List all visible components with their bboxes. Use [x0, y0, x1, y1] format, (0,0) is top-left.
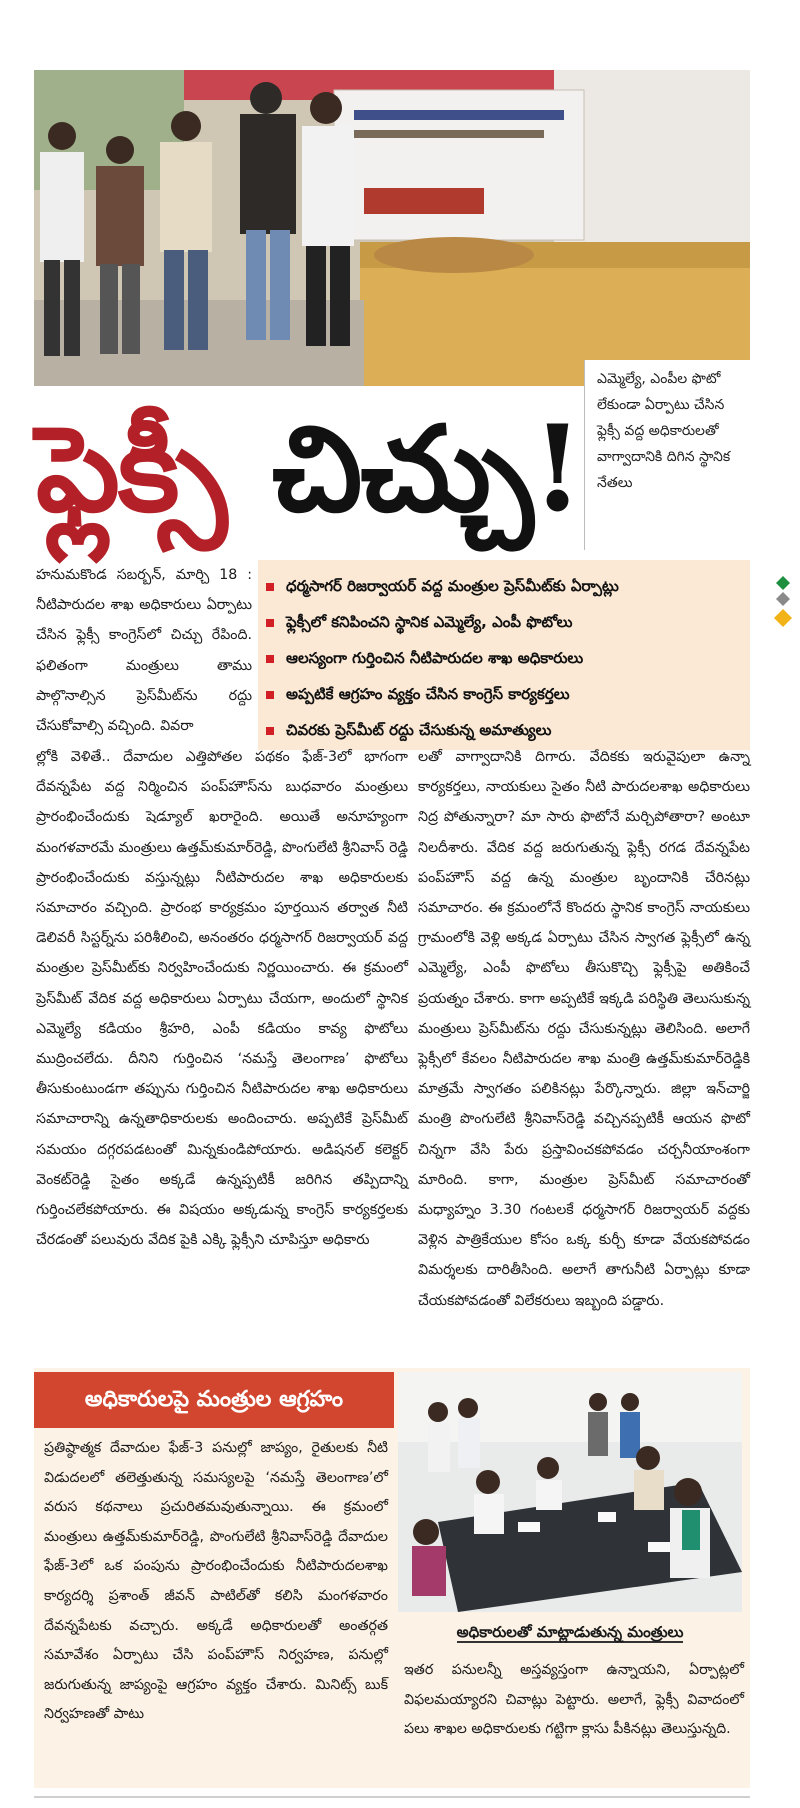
- article-column-left: ల్లోకి వెళితే.. దేవాదుల ఎత్తిపోతల పథకం ఫేజ్-3లో భాగంగా దేవన్నపేట వద్ద నిర్మించిన పంప్‌హౌస్‌ను బుధవారం మంత్రులు ప్రారంభించేందుకు షెడ్యూల్ ఖరారైంది. అయితే అనూహ్యంగా మంగళవారమే మంత్రులు ఉత్తమ్‌కుమార్‌రెడ్డి, పొంగులేటి శ్రీనివాస్ రెడ్డి ప్రారంభించేందుకు వస్తున్నట్లు నీటిపారుదల శాఖ అధికారులకు సమాచారం వచ్చింది. ప్రారంభ కార్యక్రమం పూర్తయిన తర్వాత నీటి డెలివరీ సిస్టర్న్‌ను పరిశీలించి, అనంతరం ధర్మసాగర్ రిజర్వాయర్ వద్ద మంత్రుల ప్రెస్‌మీట్‌కు నిర్వహించేందుకు నిర్ణయించారు. ఈ క్రమంలో ప్రెస్‌మీట్ వేదిక వద్ద అధికారులు ఏర్పాటు చేయగా, అందులో స్థానిక ఎమ్మెల్యే కడియం శ్రీహరి, ఎంపీ కడియం కావ్య ఫొటోలు ముద్రించలేదు. దీనిని గుర్తించిన ‘నమస్తే తెలంగాణ’ ఫొటోలు తీసుకుంటుండగా తప్పును గుర్తించిన నీటిపారుదల శాఖ అధికారులు సమాచారాన్ని ఉన్నతాధికారులకు అందించారు. అప్పటికే ప్రెస్‌మీట్ సమయం దగ్గరపడటంతో మిన్నకుండిపోయారు. అడిషనల్ కలెక్టర్ వెంకట్‌రెడ్డి సైతం అక్కడే ఉన్నప్పటికీ జరిగిన తప్పిదాన్ని గుర్తించలేకపోయారు. ఈ విషయం అక్కడున్న కాంగ్రెస్ కార్యకర్తలకు చేరడంతో పలువురు వేదిక పైకి ఎక్కి ఫ్లెక్సీని చూపిస్తూ అధికారు: [36, 749, 408, 1249]
- photo-caption: ఎమ్మెల్యే, ఎంపీల ఫొటో లేకుండా ఏర్పాటు చేసిన ఫ్లెక్సీ వద్ద అధికారులతో వాగ్వాదానికి దిగిన స్థానిక నేతలు: [597, 371, 731, 491]
- highlight-item: [266, 568, 750, 604]
- meeting-photo-illustration: [398, 1372, 742, 1612]
- highlight-text: అప్పటికే ఆగ్రహం వ్యక్తం చేసిన కాంగ్రెస్ కార్యకర్తలు: [286, 685, 570, 703]
- lead-photo-illustration: [34, 70, 750, 386]
- bullet-icon: [266, 655, 274, 663]
- sidebar-heading: అధికారులపై మంత్రుల ఆగ్రహం: [34, 1372, 394, 1428]
- sidebar-text-right: ఇతర పనులన్నీ అస్తవ్యస్తంగా ఉన్నాయని, ఏర్పాట్లలో విఫలమయ్యారని చివాట్లు పెట్టారు. అలాగే, ఫ్లెక్సీ వివాదంలో పలు శాఖల అధికారులకు గట్టిగా క్లాసు పీకినట్లు తెలుస్తున్నది.: [404, 1662, 744, 1738]
- photo-caption-box: [584, 360, 751, 550]
- side-decoration: [770, 576, 796, 632]
- article-column-right: లతో వాగ్వాదానికి దిగారు. వేదికకు ఇరువైపులా ఉన్నా కార్యకర్తలు, నాయకులు సైతం నీటి పారుదలశాఖ అధికారులు నిద్ర పోతున్నారా? మా సారు ఫొటోనే మర్చిపోతారా? అంటూ నిలదీశారు. వేదిక వద్ద జరుగుతున్న ఫ్లెక్సీ రగడ దేవన్నపేట పంప్‌హౌస్ వద్ద ఉన్న మంత్రుల బృందానికి చేరినట్లు సమాచారం. ఈ క్రమంలోనే కొందరు స్థానిక కాంగ్రెస్ నాయకులు గ్రామంలోకి వెళ్లి అక్కడ ఏర్పాటు చేసిన స్వాగత ఫ్లెక్సీలో ఉన్న ఎమ్మెల్యే, ఎంపీ ఫొటోలు తీసుకొచ్చి ఫ్లెక్సీపై అతికించే ప్రయత్నం చేశారు. కాగా అప్పటికే ఇక్కడి పరిస్థితి తెలుసుకున్న మంత్రులు ప్రెస్‌మీట్‌ను రద్దు చేసుకున్నట్లు తెలిసింది. అలాగే ఫ్లెక్సీలో కేవలం నీటిపారుదల శాఖ మంత్రి ఉత్తమ్‌కుమార్‌రెడ్డికి మాత్రమే స్వాగతం పలికినట్లు పేర్కొన్నారు. జిల్లా ఇన్‌చార్జి మంత్రి పొంగులేటి శ్రీనివాస్‌రెడ్డి వచ్చినప్పటికీ ఆయన ఫొటో చిన్నగా వేసి పేరు ప్రస్తావించకపోవడం చర్చనీయాంశంగా మారింది. కాగా, మంత్రుల ప్రెస్‌మీట్ సమాచారంతో మధ్యాహ్నం 3.30 గంటలకే ధర్మసాగర్ రిజర్వాయర్ వద్దకు వెళ్లిన పాత్రికేయుల కోసం ఒక్క కుర్చీ కూడా వేయకపోవడం విమర్శలకు దారితీసింది. అలాగే తాగునీటి ఏర్పాట్లు కూడా చేయకపోవడంతో విలేకరులు ఇబ్బంది పడ్డారు.: [418, 749, 750, 1309]
- meeting-photo: [398, 1372, 742, 1612]
- highlight-item: [266, 604, 750, 640]
- highlight-item: [266, 640, 750, 676]
- headline-word-1: ఫ్లెక్సీ: [36, 399, 226, 538]
- highlights-box: [258, 560, 750, 750]
- bottom-divider: [34, 1796, 750, 1798]
- meeting-photo-caption: [398, 1612, 742, 1652]
- headline: [36, 384, 584, 564]
- meeting-photo-caption-text: అధికారులతో మాట్లాడుతున్న మంత్రులు: [456, 1623, 684, 1641]
- sidebar-text-left: ప్రతిష్ఠాత్మక దేవాదుల ఫేజ్-3 పనుల్లో జాప్యం, రైతులకు నీటి విడుదలలో తలెత్తుతున్న సమస్యలపై ‘నమస్తే తెలంగాణ’లో వరుస కథనాలు ప్రచురితమవుతున్నాయి. ఈ క్రమంలో మంత్రులు ఉత్తమ్‌కుమార్‌రెడ్డి, పొంగులేటి శ్రీనివాస్‌రెడ్డి దేవాదుల ఫేజ్-3లో ఒక పంపును ప్రారంభించేందుకు నీటిపారుదలశాఖ కార్యదర్శి ప్రశాంత్ జీవన్ పాటిల్‌తో కలిసి మంగళవారం దేవన్నపేటకు వచ్చారు. అక్కడే అధికారులతో అంతర్గత సమావేశం ఏర్పాటు చేసి పంప్‌హౌస్ నిర్వహణ, పనుల్లో జరుగుతున్న జాప్యంపై ఆగ్రహం వ్యక్తం చేశారు. మినిట్స్ బుక్ నిర్వహణతో పాటు: [44, 1440, 389, 1723]
- diamond-icon: [770, 576, 796, 632]
- highlight-text: ఫ్లెక్సీలో కనిపించని స్థానిక ఎమ్మెల్యే, ఎంపీ ఫొటోలు: [286, 613, 573, 631]
- article-intro: హనుమకొండ సబర్బన్, మార్చి 18 : నీటిపారుదల శాఖ అధికారులు ఏర్పాటు చేసిన ఫ్లెక్సీ కాంగ్రెస్‌లో చిచ్చు రేపింది. ఫలితంగా మంత్రులు తాము పాల్గొనాల్సిన ప్రెస్‌మీట్‌ను రద్దు చేసుకోవాల్సి వచ్చింది. వివరా: [36, 567, 252, 735]
- lead-photo: [34, 70, 750, 386]
- highlight-text: ఆలస్యంగా గుర్తించిన నీటిపారుదల శాఖ అధికారులు: [286, 649, 584, 667]
- highlight-text: చివరకు ప్రెస్‌మీట్ రద్దు చేసుకున్న అమాత్యులు: [286, 721, 552, 739]
- highlight-text: ధర్మసాగర్ రిజర్వాయర్ వద్ద మంత్రుల ప్రెస్‌మీట్‌కు ఏర్పాట్లు: [286, 577, 619, 595]
- bullet-icon: [266, 691, 274, 699]
- bullet-icon: [266, 583, 274, 591]
- headline-word-2: చిచ్చు!: [272, 399, 582, 538]
- bullet-icon: [266, 619, 274, 627]
- highlight-item: [266, 676, 750, 712]
- bullet-icon: [266, 727, 274, 735]
